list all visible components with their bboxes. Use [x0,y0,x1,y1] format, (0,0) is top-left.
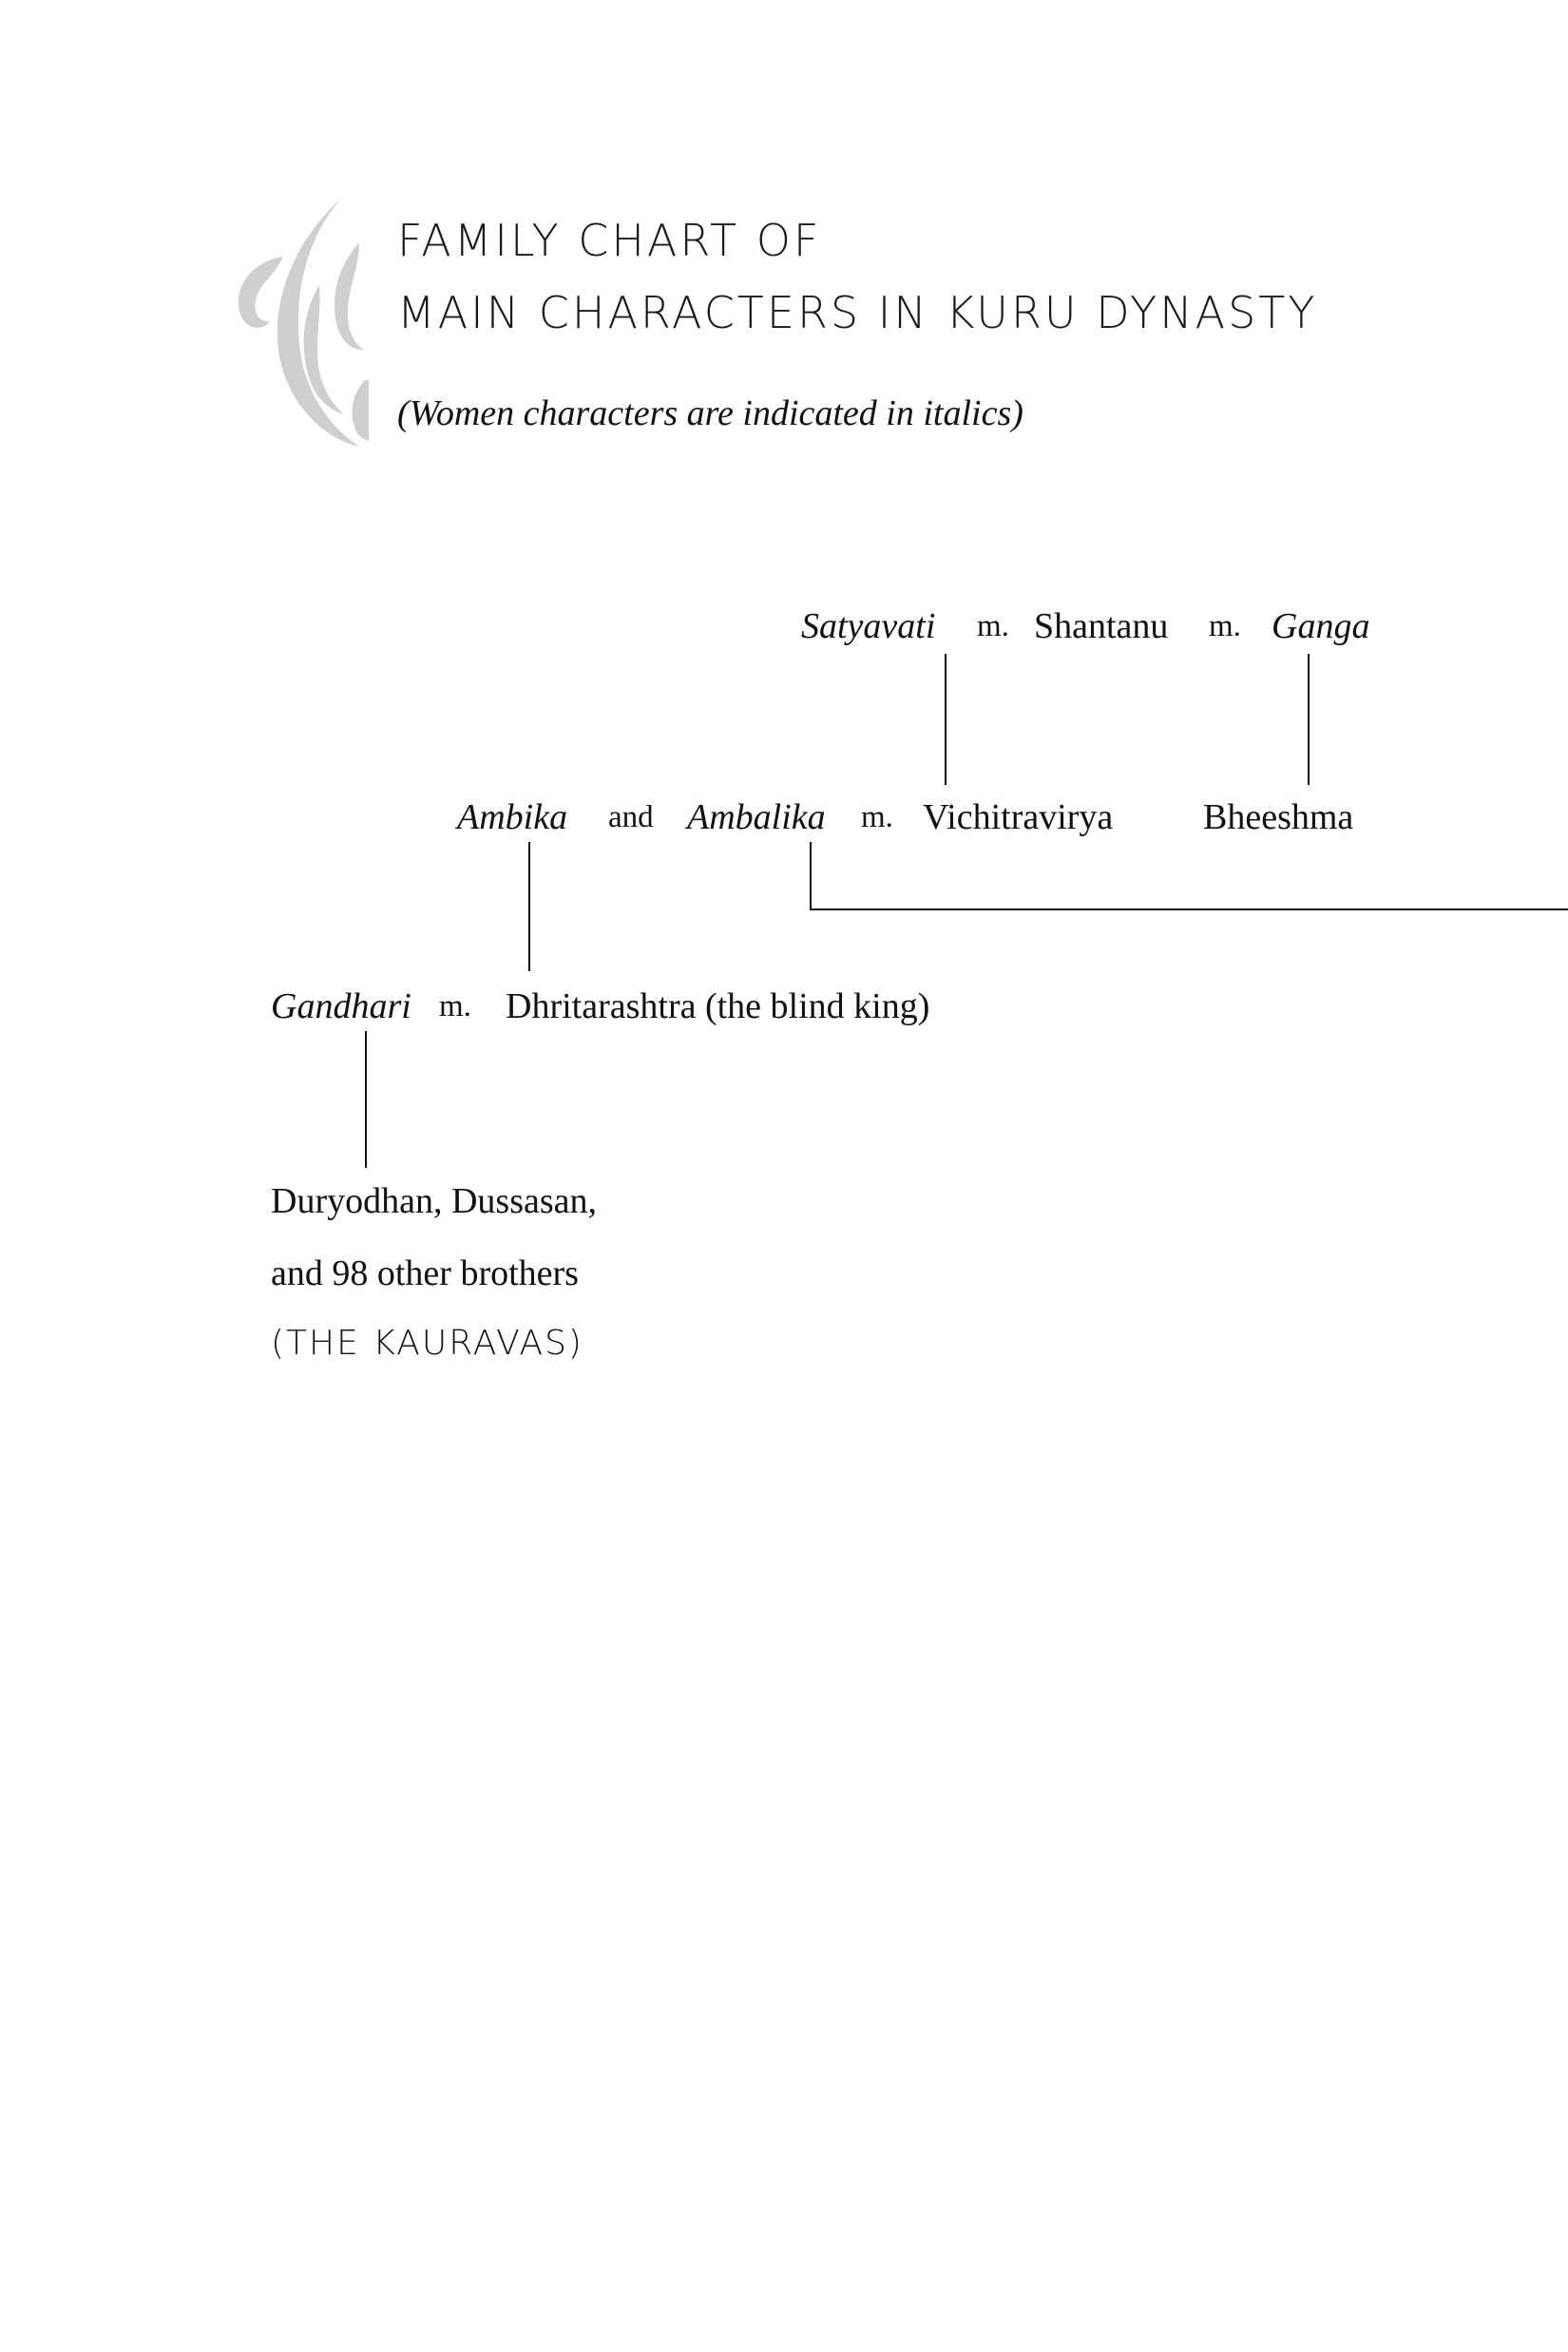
node-dhritarashtra: Dhritarashtra (the blind king) [506,986,930,1026]
node-bheeshma: Bheeshma [1203,797,1354,837]
node-ambika: Ambika [457,797,568,837]
node-gandhari: Gandhari [271,986,411,1026]
node-kauravas-line-1: Duryodhan, Dussasan, [271,1181,598,1221]
node-ambalika: Ambalika [687,797,826,837]
leaf-ornament-icon [226,190,369,456]
marriage-label: m. [439,989,471,1023]
marriage-label: m. [861,800,893,834]
connector-ambalika-down [810,842,812,910]
connector-ambalika-branch [810,908,1568,910]
node-vichitravirya: Vichitravirya [923,797,1114,837]
connector-satyavati-vichitravirya [945,654,947,785]
node-ganga: Ganga [1272,606,1370,646]
node-satyavati: Satyavati [801,606,936,646]
node-kauravas-group: (THE KAURAVAS) [271,1324,583,1363]
chart-title-line-2: MAIN CHARACTERS IN KURU DYNASTY [397,287,1318,338]
connector-ganga-bheeshma [1308,654,1310,785]
node-kauravas-line-2: and 98 other brothers [271,1253,579,1293]
node-shantanu: Shantanu [1034,606,1169,646]
connector-ambika-dhritarashtra [528,842,530,971]
marriage-label: m. [1209,609,1241,643]
conjunction-label: and [608,800,654,834]
connector-gandhari-kauravas [365,1031,367,1168]
chart-subtitle: (Women characters are indicated in italics) [397,393,1023,433]
marriage-label: m. [977,609,1009,643]
chart-title-line-1: FAMILY CHART OF [397,215,822,266]
